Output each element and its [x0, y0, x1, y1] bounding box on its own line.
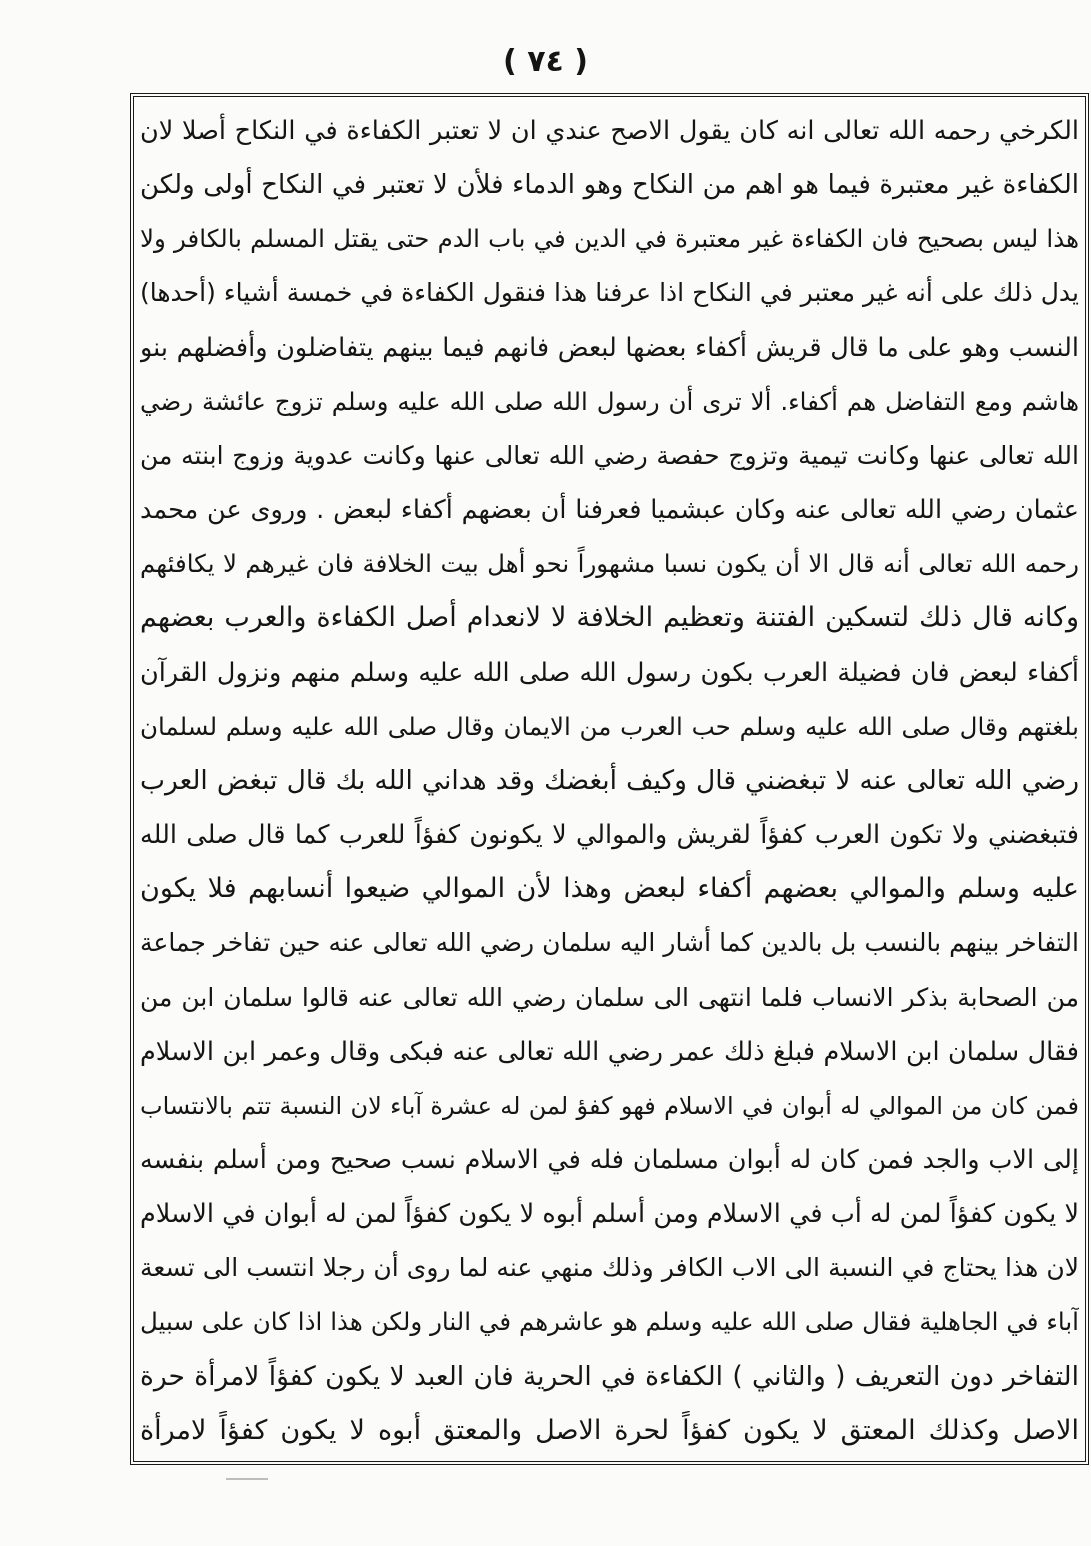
text-line: رضي الله تعالى عنه لا تبغضني قال وكيف أبغضك وقد هداني الله بك قال تبغض العرب	[140, 764, 1079, 796]
text-line: هاشم ومع التفاضل هم أكفاء. ألا ترى أن رسول الله صلى الله عليه وسلم تزوج عائشة رضي	[140, 386, 1079, 416]
text-line: فمن كان من الموالي له أبوان في الاسلام فهو كفؤ لمن له عشرة آباء لان النسبة تتم بالانتساب	[140, 1091, 1079, 1120]
text-line: الكفاءة غير معتبرة فيما هو اهم من النكاح وهو الدماء فلأن لا تعتبر في النكاح أولى ولكن	[140, 170, 1079, 201]
text-line: الله تعالى عنها وكانت تيمية وتزوج حفصة رضي الله تعالى عنها وكانت عدوية وزوج ابنته من	[140, 440, 1079, 470]
text-line: أكفاء لبعض فان فضيلة العرب بكون رسول الله صلى الله عليه وسلم منهم ونزول القرآن	[140, 657, 1079, 688]
text-line: عثمان رضي الله تعالى عنه وكان عبشميا فعرفنا أن بعضهم أكفاء لبعض . وروى عن محمد	[140, 495, 1079, 526]
text-line: التفاخر بينهم بالنسب بل بالدين كما أشار اليه سلمان رضي الله تعالى عنه حين تفاخر جماعة	[140, 928, 1079, 958]
text-line: بلغتهم وقال صلى الله عليه وسلم حب العرب من الايمان وقال صلى الله عليه وسلم لسلمان	[140, 711, 1079, 741]
text-line: فقال سلمان ابن الاسلام فبلغ ذلك عمر رضي الله تعالى عنه فبكى وقال وعمر ابن الاسلام	[140, 1036, 1079, 1067]
text-line: رحمه الله تعالى أنه قال الا أن يكون نسبا مشهوراً نحو أهل بيت الخلافة فان غيرهم لا يكافئهم	[140, 549, 1079, 579]
page-frame	[130, 93, 1089, 1465]
text-line: إلى الاب والجد فمن كان له أبوان مسلمان فله في الاسلام نسب صحيح ومن أسلم بنفسه	[140, 1144, 1079, 1175]
text-line: يدل ذلك على أنه غير معتبر في النكاح اذا عرفنا هذا فنقول الكفاءة في خمسة أشياء (أحدها)	[140, 278, 1079, 308]
text-line: وكانه قال ذلك لتسكين الفتنة وتعظيم الخلافة لا لانعدام أصل الكفاءة والعرب بعضهم	[140, 602, 1079, 634]
body-text	[140, 111, 1079, 1451]
text-line: لا يكون كفؤاً لمن له أب في الاسلام ومن أسلم أبوه لا يكون كفؤاً لمن له أبوان في الاسلام	[140, 1199, 1079, 1230]
text-line: فتبغضني ولا تكون العرب كفؤاً لقريش والموالي لا يكونون كفؤاً للعرب كما قال صلى الله	[140, 820, 1079, 851]
text-line: من الصحابة بذكر الانساب فلما انتهى الى سلمان رضي الله تعالى عنه قالوا سلمان ابن من	[140, 982, 1079, 1012]
stray-mark	[226, 1478, 268, 1480]
text-line: آباء في الجاهلية فقال صلى الله عليه وسلم هو عاشرهم في النار ولكن هذا اذا كان على سبيل	[140, 1307, 1079, 1337]
text-line: النسب وهو على ما قال قريش أكفاء بعضها لبعض فانهم فيما بينهم يتفاضلون وأفضلهم بنو	[140, 332, 1079, 363]
text-line: هذا ليس بصحيح فان الكفاءة غير معتبرة في الدين في باب الدم حتى يقتل المسلم بالكافر ولا	[140, 224, 1079, 254]
page-number: ( ٧٤ )	[503, 44, 588, 79]
text-line: الكرخي رحمه الله تعالى انه كان يقول الاصح عندي ان لا تعتبر الكفاءة في النكاح أصلا لان	[140, 116, 1079, 146]
text-line: عليه وسلم والموالي بعضهم أكفاء لبعض وهذا لأن الموالي ضيعوا أنسابهم فلا يكون	[140, 873, 1079, 905]
text-line: الاصل وكذلك المعتق لا يكون كفؤاً لحرة الاصل والمعتق أبوه لا يكون كفؤاً لامرأة	[140, 1414, 1079, 1446]
text-line: التفاخر دون التعريف ( والثاني ) الكفاءة في الحرية فان العبد لا يكون كفؤاً لامرأة حرة	[140, 1360, 1079, 1392]
text-line: لان هذا يحتاج في النسبة الى الاب الكافر وذلك منهي عنه لما روى أن رجلا انتسب الى تسعة	[140, 1253, 1079, 1283]
